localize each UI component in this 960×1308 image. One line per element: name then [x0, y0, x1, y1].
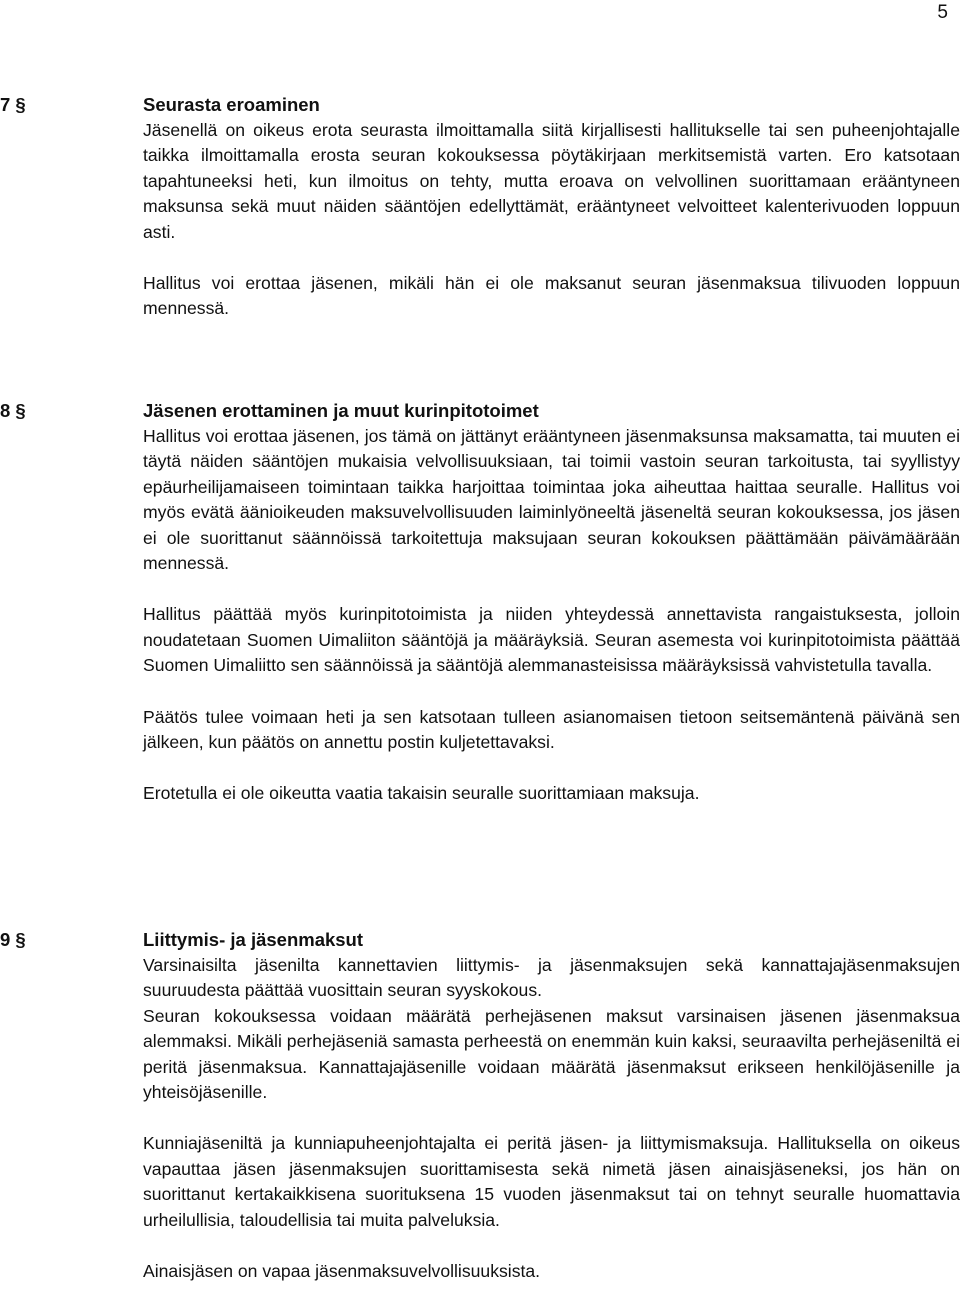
- section-number: 7 §: [0, 94, 26, 115]
- section-body: [143, 118, 960, 322]
- paragraph: Kunniajäseniltä ja kunniapuheenjohtajalta ei peritä jäsen- ja liittymismaksuja. Hallituksella on oikeus vapauttaa jäsen jäsenmaksujen suorittamisesta sekä nimetä jäsen ainaisjäseneksi, jos hän on suorittanut kertakaikkisena suorituksena 15 vuoden jäsenmaksut tai on tehnyt seuralle huomattavia urheilullisia, taloudellisia tai muita palveluksia.: [143, 1133, 960, 1230]
- section-body: [143, 953, 960, 1284]
- section-body: [143, 424, 960, 807]
- paragraph: Hallitus voi erottaa jäsenen, mikäli hän ei ole maksanut seuran jäsenmaksua tilivuoden loppuun mennessä.: [143, 273, 960, 319]
- section-title: Seurasta eroaminen: [143, 94, 320, 115]
- paragraph: Ainaisjäsen on vapaa jäsenmaksuvelvollisuuksista.: [143, 1261, 541, 1282]
- section-number: 8 §: [0, 400, 26, 421]
- paragraph: Seuran kokouksessa voidaan määrätä perhejäsenen maksut varsinaisen jäsenen jäsenmaksua alemmaksi. Mikäli perhejäseniä samasta perheestä on enemmän kuin kaksi, seuraavilta perhejäseniltä ei peritä jäsenmaksua. Kannattajajäsenille voidaan määrätä jäsenmaksut erikseen henkilöjäsenille ja yhteisöjäsenille.: [143, 1005, 960, 1103]
- paragraph: Jäsenellä on oikeus erota seurasta ilmoittamalla siitä kirjallisesti hallitukselle tai sen puheenjohtajalle taikka ilmoittamalla erosta seuran kokouksessa pöytäkirjaan merkitsemistä varten. Ero katsotaan tapahtuneeksi heti, kun ilmoitus on tehty, mutta eroava on velvollinen suorittamaan erääntyneen maksunsa sekä muut näiden sääntöjen edellyttämät, erääntyneet velvoitteet kalenterivuoden loppuun asti.: [143, 120, 960, 242]
- paragraph: Päätös tulee voimaan heti ja sen katsotaan tulleen asianomaisen tietoon seitsemäntenä päivänä sen jälkeen, kun päätös on annettu postin kuljetettavaksi.: [143, 706, 960, 753]
- section-title: Liittymis- ja jäsenmaksut: [143, 929, 364, 950]
- section-number: 9 §: [0, 929, 26, 950]
- paragraph: Hallitus voi erottaa jäsenen, jos tämä on jättänyt erääntyneen jäsenmaksunsa maksamatta, tai muuten ei täytä näiden sääntöjen mukaisia velvollisuuksiaan, tai toimii vastoin seuran tarkoitusta, tai syyllistyy epäurheilijamaiseen toimintaan taikka harjoittaa toimintaa joka aiheuttaa haittaa seuralle. Hallitus voi myös evätä äänioikeuden maksuvelvollisuuden laiminlyöneeltä jäseneltä seuran kokouksessa, jos jäsen ei ole suorittanut säännöissä tarkoitettuja maksujaan seuran kokouksen päättämään päivämäärään mennessä.: [143, 426, 960, 574]
- page-number: 5: [937, 2, 948, 23]
- paragraph: Hallitus päättää myös kurinpitotoimista ja niiden yhteydessä annettavista rangaistuksesta, jolloin noudatetaan Suomen Uimaliiton sääntöjä ja määräyksiä. Seuran asemesta voi kurinpitotoimista päättää Suomen Uimaliitto sen säännöissä ja sääntöjä alemmanasteisissa määräyksissä vahvistetulla tavalla.: [143, 604, 960, 676]
- section-title: Jäsenen erottaminen ja muut kurinpitotoimet: [143, 400, 539, 421]
- paragraph: Erotetulla ei ole oikeutta vaatia takaisin seuralle suorittamiaan maksuja.: [143, 783, 700, 804]
- paragraph: Varsinaisilta jäsenilta kannettavien liittymis- ja jäsenmaksujen sekä kannattajajäsenmaksujen suuruudesta päättää vuosittain seuran syyskokous.: [143, 955, 960, 1001]
